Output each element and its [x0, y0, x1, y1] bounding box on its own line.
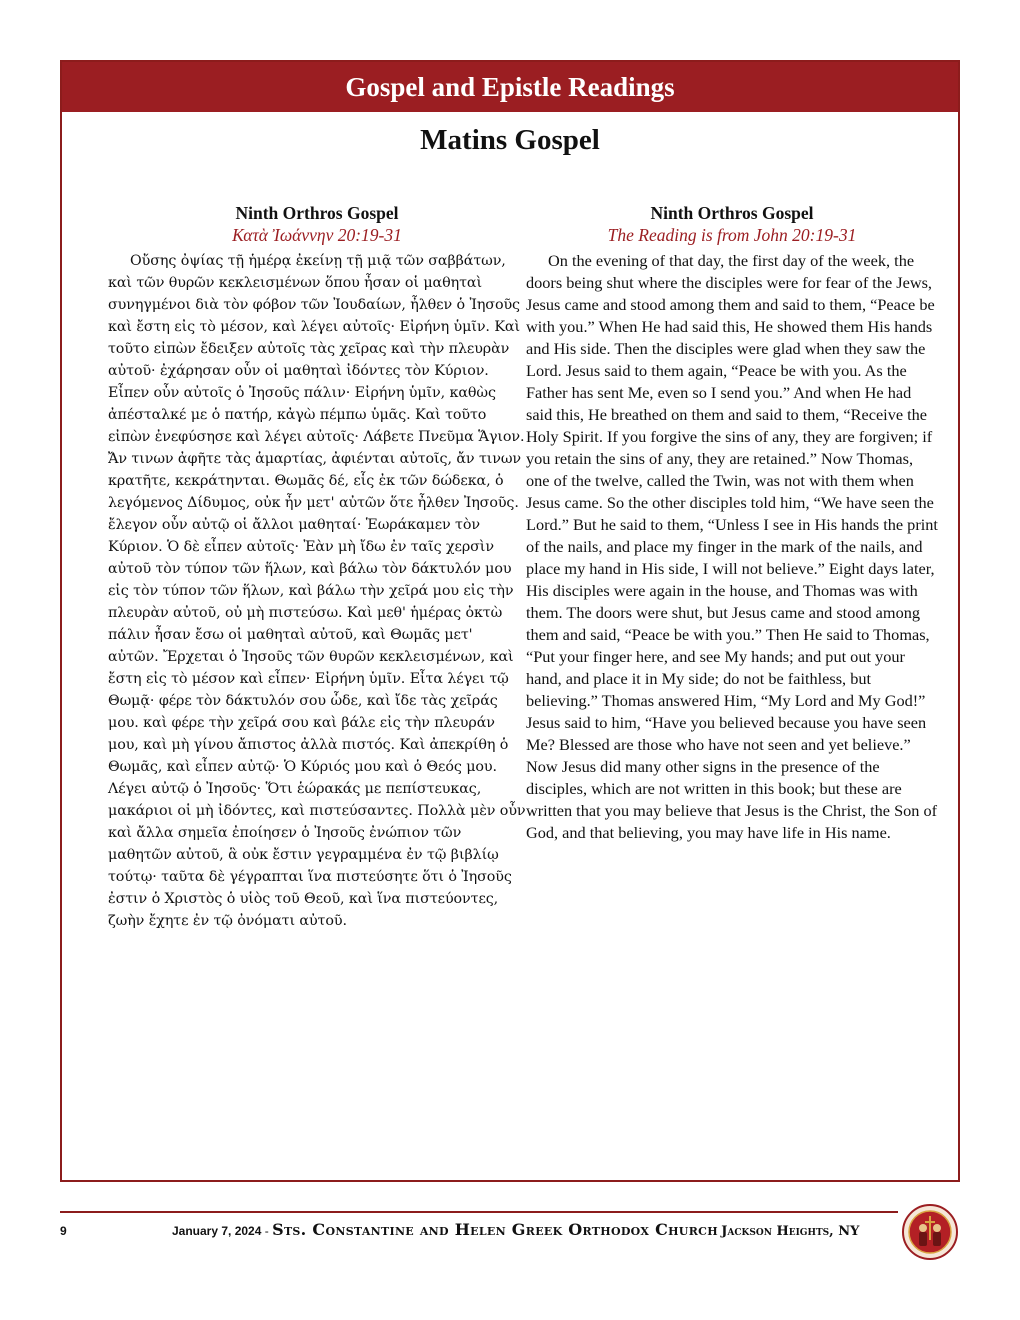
footer-location: Jackson Heights, NY [721, 1224, 860, 1239]
footer-divider [60, 1211, 898, 1213]
footer-separator: - [264, 1224, 269, 1238]
church-seal-icon [902, 1204, 958, 1260]
english-heading: Ninth Orthros Gospel [650, 203, 814, 223]
english-column [526, 202, 938, 844]
footer-date: January 7, 2024 [172, 1224, 262, 1238]
english-reference: The Reading is from John 20:19-31 [607, 225, 857, 245]
english-gospel-text: On the evening of that day, the first day of the week, the doors being shut where the disciples were for fear of the Jews, Jesus came and stood among them and said to them, “Peace be with you.” When He had said this, He showed them His hands and His side. Then the disciples were glad when they saw the Lord. Jesus said to them again, “Peace be with you. As the Father has sent Me, even so I send you.” And when He had said this, He breathed on them and said to them, “Receive the Holy Spirit. If you forgive the sins of any, they are forgiven; if you retain the sins of any, they are retained.” Now Thomas, one of the twelve, called the Twin, was not with them when Jesus came. So the other disciples told him, “We have seen the Lord.” But he said to them, “Unless I see in His hands the print of the nails, and place my finger in the mark of the nails, and place my hand in His side, I will not believe.” Eight days later, His disciples were again in the house, and Thomas was with them. The doors were shut, but Jesus came and stood among them and said, “Peace be with you.” Then He said to Thomas, “Put your finger here, and see My hands; and put out your hand, and place it in My side; do not be faithless, but believing.” Thomas answered Him, “My Lord and My God!” Jesus said to him, “Have you believed because you have seen Me? Blessed are those who have not seen and yet believe.” Now Jesus did many other signs in the presence of the disciples, which are not written in this book; but these are written that you may believe that Jesus is the Christ, the Son of God, and that believing, you may have life in His name. [526, 251, 938, 842]
footer-church-name: Sts. Constantine and Helen Greek Orthodox Church [272, 1220, 718, 1239]
section-banner: Gospel and Epistle Readings [62, 62, 958, 112]
page-title: Matins Gospel [420, 124, 600, 156]
greek-gospel-text: Οὔσης ὀψίας τῇ ἡμέρᾳ ἐκείνῃ τῇ μιᾷ τῶν σαββάτων, καὶ τῶν θυρῶν κεκλεισμένων ὅπου ἦσαν οἱ μαθηταὶ συνηγμένοι διὰ τὸν φόβον τῶν Ἰουδαίων, ἦλθεν ὁ Ἰησοῦς καὶ ἔστη εἰς τὸ μέσον, καὶ λέγει αὐτοῖς· Εἰρήνη ὑμῖν. Καὶ τοῦτο εἰπὼν ἔδειξεν αὐτοῖς τὰς χεῖρας καὶ τὴν πλευρὰν αὐτοῦ· ἐχάρησαν οὖν οἱ μαθηταὶ ἰδόντες τὸν Κύριον. Εἶπεν οὖν αὐτοῖς ὁ Ἰησοῦς πάλιν· Εἰρήνη ὑμῖν, καθὼς ἀπέσταλκέ με ὁ πατήρ, κἀγὼ πέμπω ὑμᾶς. Καὶ τοῦτο εἰπὼν ἐνεφύσησε καὶ λέγει αὐτοῖς· Λάβετε Πνεῦμα Ἅγιον. Ἄν τινων ἀφῆτε τὰς ἁμαρτίας, ἀφιένται αὐτοῖς, ἄν τινων κρατῆτε, κεκράτηνται. Θωμᾶς δέ, εἷς ἐκ τῶν δώδεκα, ὁ λεγόμενος Δίδυμος, οὐκ ἦν μετ' αὐτῶν ὅτε ἦλθεν Ἰησοῦς. ἔλεγον οὖν αὐτῷ οἱ ἄλλοι μαθηταί· Ἑωράκαμεν τὸν Κύριον. Ὁ δὲ εἶπεν αὐτοῖς· Ἐὰν μὴ ἴδω ἐν ταῖς χερσὶν αὐτοῦ τὸν τύπον τῶν ἥλων, καὶ βάλω τὸν δάκτυλόν μου εἰς τὸν τύπον τῶν ἥλων, καὶ βάλω τὴν χεῖρά μου εἰς τὴν πλευρὰν αὐτοῦ, οὐ μὴ πιστεύσω. Καὶ μεθ' ἡμέρας ὀκτὼ πάλιν ἦσαν ἔσω οἱ μαθηταὶ αὐτοῦ, καὶ Θωμᾶς μετ' αὐτῶν. Ἔρχεται ὁ Ἰησοῦς τῶν θυρῶν κεκλεισμένων, καὶ ἔστη εἰς τὸ μέσον καὶ εἶπεν· Εἰρήνη ὑμῖν. Εἶτα λέγει τῷ Θωμᾷ· φέρε τὸν δάκτυλόν σου ὧδε, καὶ ἴδε τὰς χεῖράς μου. καὶ φέρε τὴν χεῖρά σου καὶ βάλε εἰς τὴν πλευράν μου, καὶ μὴ γίνου ἄπιστος ἀλλὰ πιστός. Καὶ ἀπεκρίθη ὁ Θωμᾶς, καὶ εἶπεν αὐτῷ· Ὁ Κύριός μου καὶ ὁ Θεός μου. Λέγει αὐτῷ ὁ Ἰησοῦς· Ὅτι ἑώρακάς με πεπίστευκας, μακάριοι οἱ μὴ ἰδόντες, καὶ πιστεύσαντες. Πολλὰ μὲν οὖν καὶ ἄλλα σημεῖα ἐποίησεν ὁ Ἰησοῦς ἐνώπιον τῶν μαθητῶν αὐτοῦ, ἃ οὐκ ἔστιν γεγραμμένα ἐν τῷ βιβλίῳ τούτῳ· ταῦτα δὲ γέγραπται ἵνα πιστεύσητε ὅτι ὁ Ἰησοῦς ἐστιν ὁ Χριστὸς ὁ υἱὸς τοῦ Θεοῦ, καὶ ἵνα πιστεύοντες, ζωὴν ἔχητε ἐν τῷ ὀνόματι αὐτοῦ. [108, 253, 526, 929]
page-frame [60, 60, 960, 1182]
page-number: 9 [60, 1224, 67, 1238]
greek-reference: Κατὰ Ἰωάννην 20:19-31 [232, 225, 402, 245]
greek-column [108, 202, 526, 932]
greek-heading: Ninth Orthros Gospel [235, 203, 399, 223]
footer-info [172, 1220, 859, 1239]
